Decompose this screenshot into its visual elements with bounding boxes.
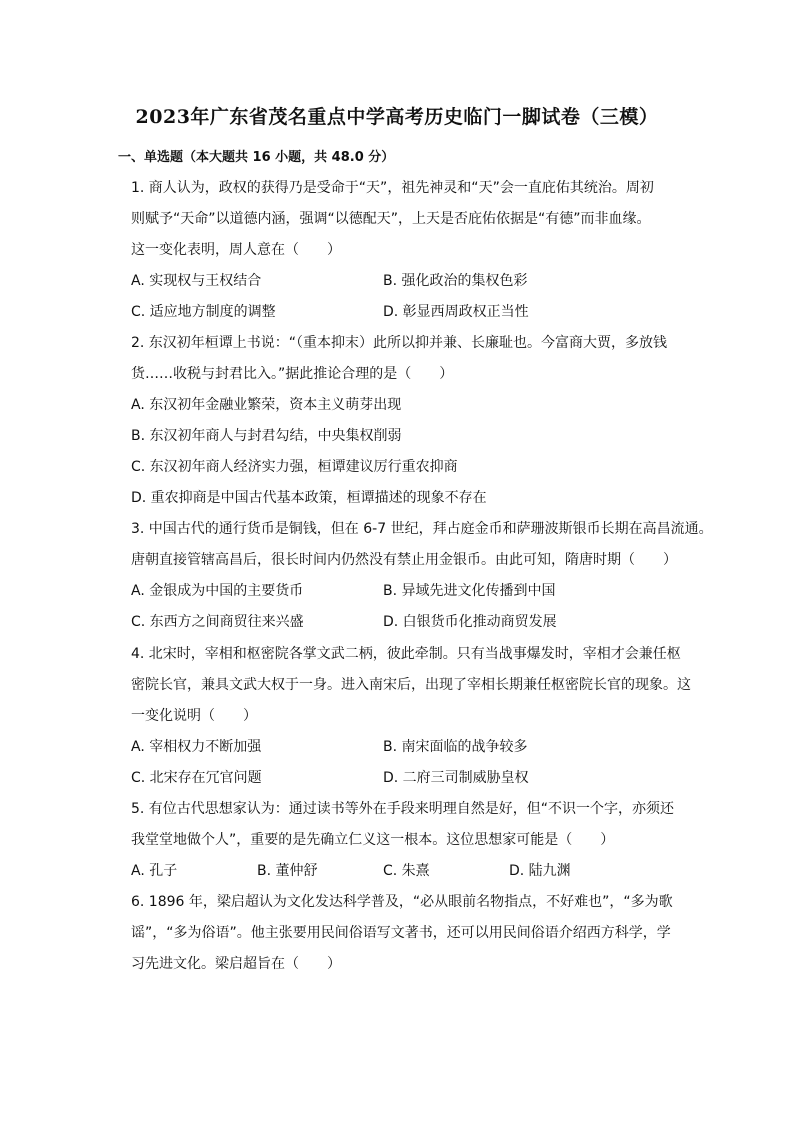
q5-line-2: 我堂堂地做个人”，重要的是先确立仁义这一根本。这位思想家可能是（ ） (131, 832, 615, 848)
q2-line-1: 2. 东汉初年桓谭上书说：“（重本抑末）此所以抑并兼、长廉耻也。今富商大贾，多放钱 (131, 335, 668, 351)
section-heading: 一、单选题（本大题共 16 小题，共 48.0 分） (118, 150, 395, 165)
q2-option-d: D. 重农抑商是中国古代基本政策，桓谭描述的现象不存在 (131, 490, 487, 506)
q6-line-2: 谣”，“多为俗语”。他主张要用民间俗语写文著书，还可以用民间俗语介绍西方科学，学 (131, 925, 671, 941)
q4-line-3: 一变化说明（ ） (131, 708, 257, 724)
q4-line-2: 密院长官，兼具文武大权于一身。进入南宋后，出现了宰相长期兼任枢密院长官的现象。这 (131, 677, 691, 693)
q2-line-2: 货……收税与封君比入。”据此推论合理的是（ ） (131, 366, 454, 382)
q1-option-a: A. 实现权与王权结合 (131, 273, 262, 289)
q5-option-a: A. 孔子 (131, 863, 178, 879)
q1-line-1: 1. 商人认为，政权的获得乃是受命于“天”，祖先神灵和“天”会一直庇佑其统治。周初 (131, 180, 654, 196)
q6-line-1: 6. 1896 年，梁启超认为文化发达科学普及，“必从眼前名物指点，不好难也”，“多为歌 (131, 894, 673, 910)
q4-option-d: D. 二府三司制威胁皇权 (383, 770, 529, 786)
q5-option-b: B. 董仲舒 (257, 863, 318, 879)
q4-option-a: A. 宰相权力不断加强 (131, 739, 262, 755)
q3-option-b: B. 异域先进文化传播到中国 (383, 583, 556, 599)
q6-line-3: 习先进文化。梁启超旨在（ ） (131, 956, 341, 972)
q3-line-1: 3. 中国古代的通行货币是铜钱，但在 6-7 世纪，拜占庭金币和萨珊波斯银币长期在高昌流通。 (131, 521, 713, 537)
q5-option-d: D. 陆九渊 (509, 863, 571, 879)
q5-line-1: 5. 有位古代思想家认为：通过读书等外在手段来明理自然是好，但“不识一个字，亦须还 (131, 801, 675, 817)
q1-option-d: D. 彰显西周政权正当性 (383, 304, 529, 320)
q1-option-c: C. 适应地方制度的调整 (131, 304, 276, 320)
q1-line-3: 这一变化表明，周人意在（ ） (131, 242, 341, 258)
q5-option-c: C. 朱熹 (383, 863, 430, 879)
q3-line-2: 唐朝直接管辖高昌后，很长时间内仍然没有禁止用金银币。由此可知，隋唐时期（ ） (131, 552, 677, 568)
q1-option-b: B. 强化政治的集权色彩 (383, 273, 528, 289)
q3-option-a: A. 金银成为中国的主要货币 (131, 583, 304, 599)
q4-line-1: 4. 北宋时，宰相和枢密院各掌文武二柄，彼此牵制。只有当战事爆发时，宰相才会兼任枢 (131, 646, 681, 662)
q4-option-c: C. 北宋存在冗官问题 (131, 770, 262, 786)
q3-option-c: C. 东西方之间商贸往来兴盛 (131, 614, 304, 630)
exam-title: 2023年广东省茂名重点中学高考历史临门一脚试卷（三模） (135, 106, 659, 128)
q2-option-b: B. 东汉初年商人与封君勾结，中央集权削弱 (131, 428, 402, 444)
q4-option-b: B. 南宋面临的战争较多 (383, 739, 528, 755)
q2-option-c: C. 东汉初年商人经济实力强，桓谭建议厉行重农抑商 (131, 459, 458, 475)
q1-line-2: 则赋予“天命”以道德内涵，强调“以德配天”，上天是否庇佑依据是“有德”而非血缘。 (131, 211, 651, 227)
q2-option-a: A. 东汉初年金融业繁荣，资本主义萌芽出现 (131, 397, 402, 413)
q3-option-d: D. 白银货币化推动商贸发展 (383, 614, 557, 630)
